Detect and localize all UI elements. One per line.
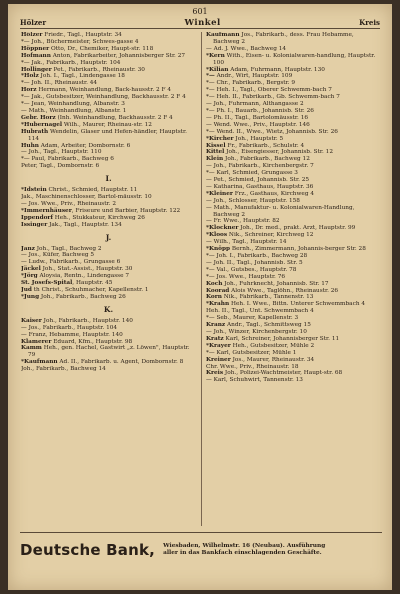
entry-details: Joh., Fabrikarb., Bachweg 12: [223, 156, 310, 163]
directory-entry: [206, 177, 381, 184]
section-letter: I.: [105, 174, 112, 184]
entry-details: Joh., Hauptstr. 5: [233, 135, 284, 142]
directory-entry: [206, 232, 381, 239]
directory-entry: [206, 288, 381, 295]
entry-details: *— Heh. II., Fabrikarb., Gb. Schwemm-bach 7: [206, 94, 340, 101]
entry-details: — Joh., Fabrikarb., Kirchenbergstr. 7: [206, 163, 314, 170]
directory-entry: [21, 359, 196, 366]
entry-details: Heh., Gutsbesitzer, Mühle 2: [230, 342, 315, 349]
directory-entry: [21, 222, 196, 229]
entry-surname: *Kaufmann: [21, 359, 58, 366]
entry-details: — Joh., Fuhrmann, Althangasse 2: [206, 101, 304, 108]
directory-entry: [206, 191, 381, 198]
directory-entry: [21, 194, 196, 201]
entry-details: , Friseure und Barbier, Hauptstr. 122: [71, 207, 181, 214]
directory-entry: [206, 364, 381, 371]
entry-details: Fr., Fabrikarb., Schulstr. 4: [225, 142, 305, 149]
entry-details: — Math., Weinhandlung, Albanstr. 1: [21, 107, 127, 114]
directory-entry: [21, 32, 196, 39]
entry-details: — Pet., Schmied, Johannisb. Str. 25: [206, 177, 310, 184]
entry-surname: Höppner: [21, 45, 50, 52]
entry-surname: Kreiner: [206, 356, 231, 363]
directory-entry: [21, 294, 196, 301]
entry-details: , Hauptstr. 45: [72, 280, 113, 287]
directory-entry: [21, 129, 196, 143]
entry-details: Jak., Tagl., Hauptstr. 134: [47, 221, 122, 228]
directory-entry: [206, 274, 381, 281]
entry-surname: Kaiser: [21, 317, 42, 324]
entry-surname: Hölzer: [21, 32, 43, 38]
entry-details: Andr., Wirt, Hauptstr. 109: [214, 73, 293, 80]
page-number: 601: [192, 7, 208, 16]
entry-surname: Koch: [206, 280, 223, 287]
directory-entry: [206, 80, 381, 87]
entry-details: Alois Wwe., Taglöhn., Rheinaustr. 26: [229, 287, 339, 294]
entry-details: Pet., Fabrikarb., Rheinaustr. 30: [51, 66, 145, 73]
entry-details: *— Karl, Schmied, Grungasse 3: [206, 170, 298, 177]
entry-surname: *Hubernagel: [21, 121, 63, 128]
entry-details: — Ad. J. Wwe., Bachweg 14: [206, 45, 287, 52]
entry-details: — Wilh., Tagl., Hauptstr. 14: [206, 239, 287, 246]
running-header: [20, 17, 380, 29]
entry-details: *— Karl, Gutsbesitzer, Mühle 1: [206, 349, 297, 356]
entry-details: Christ., Schmied, Hauptstr. 11: [46, 187, 138, 194]
directory-entry: [206, 322, 381, 329]
entry-details: — Karl, Schuhwirt, Tannenstr. 13: [206, 377, 303, 384]
entry-surname: Gebr. Horz: [21, 114, 56, 121]
entry-surname: *Jörg: [21, 273, 38, 280]
directory-entry: [21, 287, 196, 294]
entry-details: Joh., Fabrikarb., Bachweg 26: [39, 293, 126, 300]
directory-entry: [21, 345, 196, 359]
entry-details: — Jos. Wwe., Priv., Rheinaustr. 2: [21, 200, 116, 207]
entry-details: Bernh., Zimmermann, Johannis-berger Str. 28: [230, 246, 366, 253]
entry-surname: *Knöpp: [206, 246, 231, 253]
directory-entry: [206, 225, 381, 232]
directory-entry: [206, 329, 381, 336]
entry-surname: Kratz: [206, 335, 224, 342]
entry-surname: Kreis: [206, 370, 224, 377]
entry-details: — Wend. Wwe., Priv., Hauptstr. 146: [206, 121, 310, 128]
directory-entry: [21, 187, 196, 194]
directory-entry: [206, 315, 381, 322]
right-column: [206, 32, 381, 527]
directory-entry: [21, 53, 196, 60]
entry-details: Adam, Fuhrmann, Hauptstr. 130: [228, 66, 325, 73]
entry-details: (Inh. Weinhandlung, Backhausstr. 2 F 4: [55, 114, 173, 121]
directory-entry: [206, 129, 381, 136]
ad-text: [163, 543, 325, 557]
entry-details: Otto, Dr., Chemiker, Haupt-str. 118: [49, 45, 154, 52]
entry-surname: *Kircher: [206, 135, 234, 142]
header-left: Hölzer: [20, 18, 47, 27]
directory-entry: [206, 46, 381, 53]
directory-entry: [206, 343, 381, 350]
directory-entry: [206, 115, 381, 122]
entry-details: *— Ph. I., Bauarb., Johannisb. Str. 26: [206, 107, 314, 114]
entry-details: Joh., Eisengiesser, Johannisb. Str. 12: [224, 149, 333, 156]
directory-entry: [21, 163, 196, 170]
entry-details: Wendelin, Glaser und Hefen-händler, Hauptstr. 114: [28, 128, 187, 142]
directory-entry: [206, 357, 381, 364]
entry-details: Joh., Polizei-Wachtmeister, Haupt-str. 68: [223, 370, 343, 377]
entry-details: Joh., Dr. med., prakt. Arzt, Hauptstr. 99: [238, 225, 356, 232]
entry-surname: *Krahn: [206, 301, 230, 308]
directory-entry: [206, 87, 381, 94]
directory-entry: [21, 115, 196, 122]
entry-surname: *Kern: [206, 52, 225, 59]
entry-details: Nik., Fabrikarb., Tannenstr. 13: [221, 294, 314, 301]
entry-details: Eduard, Kfm., Hauptstr. 98: [51, 338, 133, 345]
entry-details: — Katharina, Gasthaus, Hauptstr. 36: [206, 183, 314, 190]
entry-details: Heh., gen. Hachel, Gastwirt „z. Löwen", Hauptstr. 79: [28, 345, 190, 359]
bank-advertisement: [20, 532, 382, 567]
directory-entry: [206, 260, 381, 267]
entry-surname: Hubrath: [21, 128, 49, 135]
directory-entry: [206, 336, 381, 343]
directory-entry: [206, 246, 381, 253]
directory-entry: [206, 149, 381, 156]
directory-entry: [206, 267, 381, 274]
directory-entry: [21, 39, 196, 46]
entry-details: *— Joh. I., Fabrikarb., Bachweg 28: [206, 253, 308, 259]
entry-details: Nik., Schreiner, Kirchweg 12: [227, 232, 314, 239]
entry-surname: Kamm: [21, 345, 42, 352]
entry-details: Heh. I. Wwe., Bittn. Unterer Schwemmbach 4: [229, 301, 366, 308]
entry-details: — Joh. II., Tagl., Johannisb. Str. 5: [206, 259, 303, 266]
directory-entry: [206, 308, 381, 315]
directory-entry: [206, 73, 381, 80]
entry-details: — Ph. II., Tagl., Bartolomäusstr. 16: [206, 114, 309, 121]
entry-details: — Joh., Winzer, Kirchenbergstr. 10: [206, 328, 307, 335]
entry-details: Jak., Maschinenschlosser, Bartol-mäusstr. 10: [21, 194, 152, 201]
entry-details: Andr., Tagl., Schmittsweg 15: [225, 322, 311, 329]
entry-details: Karl, Schreiner, Johannisberger Str. 11: [223, 335, 340, 342]
directory-entry: [206, 53, 381, 67]
entry-details: Jos., Fabrikarb., dess. Frau Hebamme, Bachweg 2: [213, 32, 354, 45]
entry-surname: Kissel: [206, 142, 226, 149]
entry-details: Joh., Tagl., Bachweg 2: [34, 245, 102, 252]
entry-details: Adam, Arbeiter, Dombornstr. 6: [38, 142, 131, 149]
directory-entry: [206, 377, 381, 384]
entry-surname: Kaufmann: [206, 32, 240, 38]
directory-entry: [21, 246, 196, 253]
directory-entry: [206, 136, 381, 143]
directory-entry: [206, 281, 381, 288]
directory-entry: [206, 32, 381, 46]
entry-surname: Koorad: [206, 287, 230, 294]
directory-entry: [21, 60, 196, 67]
entry-surname: Kittel: [206, 149, 225, 156]
header-right: Kreis: [359, 18, 380, 27]
directory-entry: [206, 218, 381, 225]
entry-surname: Jäckel: [21, 266, 41, 273]
entry-details: *— Jos. Wwe., Hauptstr. 76: [206, 273, 286, 280]
entry-details: Chr. Wwe., Priv., Rheinaustr. 18: [206, 363, 299, 370]
directory-entry: [21, 273, 196, 280]
ad-line-2: aller in das Bankfach einschlagenden Geschäfte.: [163, 550, 322, 556]
section-letter: K.: [103, 304, 114, 314]
column-divider: [201, 32, 202, 526]
entry-surname: *Holz: [21, 73, 39, 80]
directory-entry: [21, 280, 196, 287]
directory-entry: [206, 156, 381, 163]
entry-details: — Franz, Hebamme, Hauptstr. 140: [21, 331, 123, 338]
entry-surname: *Kleiner: [206, 190, 233, 197]
entry-details: *— Chr., Fabrikarb., Bergstr. 9: [206, 80, 296, 87]
entry-details: Anton, Fabrikarbeiter, Johannisberger Str. 27: [50, 52, 186, 59]
directory-entry: [206, 108, 381, 115]
entry-surname: *Jung: [21, 293, 40, 300]
entry-details: Heh. II., Tagl., Unt. Schwemmbach 4: [206, 308, 314, 315]
directory-entry: [21, 215, 196, 222]
entry-details: Frz., Gasthaus, Kirchweg 4: [232, 190, 315, 197]
entry-details: Aloysia, Rentn., Lindengasse 7: [37, 273, 130, 280]
entry-surname: *Kloos: [206, 232, 228, 239]
entry-details: Hermann, Weinhandlung, Back-hausstr. 2 F 4: [36, 87, 171, 94]
directory-entry: [21, 101, 196, 108]
entry-details: — Jos., Fabrikarb., Hauptstr. 104: [21, 324, 118, 331]
entry-details: *— Joh. II., Rheinaustr. 44: [21, 80, 98, 87]
directory-entry: [21, 46, 196, 53]
entry-surname: Ippendorf: [21, 214, 53, 221]
entry-details: Heh., Stukkateur, Kirchweg 26: [52, 214, 145, 221]
directory-entry: [21, 208, 196, 215]
directory-entry: [21, 67, 196, 74]
section-letter: J.: [105, 232, 112, 242]
entry-details: *— Jak., Fabrikarb., Hauptstr. 104: [21, 59, 121, 66]
entry-details: th Christ., Schuhmacher, Kapellenstr. 1: [31, 287, 149, 293]
entry-surname: *Immernhäuser: [21, 207, 72, 214]
entry-details: — Jos., Küfer, Bachweg 5: [21, 252, 95, 259]
header-center: Winkel: [184, 17, 221, 28]
entry-details: *— Heh. I., Tagl., Oberer Schwemm-bach 7: [206, 87, 332, 94]
entry-surname: *Krayer: [206, 342, 231, 349]
directory-entry: [21, 332, 196, 339]
directory-entry: [206, 370, 381, 377]
entry-details: Joh., Stat.-Assist., Hauptstr. 30: [40, 266, 133, 273]
entry-surname: *Klockner: [206, 225, 239, 232]
entry-details: Joh., Fabrikarb., Hauptstr. 140: [41, 317, 133, 324]
entry-details: Friedr., Tagl., Hauptstr. 34: [42, 32, 122, 38]
entry-surname: *—: [206, 73, 215, 80]
directory-entry: [206, 253, 381, 260]
entry-surname: Korn: [206, 294, 222, 301]
entry-surname: Issinger: [21, 221, 48, 228]
entry-surname: *Kilian: [206, 66, 229, 73]
entry-details: — Joh., Schlosser, Hauptstr. 158: [206, 197, 300, 204]
directory-entry: [21, 108, 196, 115]
entry-details: *— Paul, Fabrikarb., Bachweg 6: [21, 156, 114, 163]
directory-entry: [21, 252, 196, 259]
directory-entry: [21, 156, 196, 163]
directory-entry: [21, 94, 196, 101]
directory-entry: [21, 143, 196, 150]
directory-entry: [206, 101, 381, 108]
directory-entry: [206, 350, 381, 357]
entry-surname: Hofmann: [21, 52, 51, 59]
directory-entry: [206, 122, 381, 129]
entry-details: — Math., Manufaktur- u. Kolonialwaren-Handlung, Bachweg 2: [206, 204, 355, 218]
entry-details: *— Seb., Maurer, Kapellenstr. 3: [206, 315, 299, 322]
directory-entry: [206, 205, 381, 219]
directory-entry: [206, 163, 381, 170]
entry-surname: Hollinger: [21, 66, 52, 73]
entry-surname: Janz: [21, 245, 35, 252]
entry-details: Ad. II., Fabrikarb. u. Agent, Dombornstr. 8: [57, 359, 184, 366]
directory-entry: [21, 87, 196, 94]
directory-entry: [206, 170, 381, 177]
entry-details: Jos., Maurer, Rheinaustr. 34: [230, 356, 315, 363]
directory-entry: [206, 294, 381, 301]
directory-entry: [21, 339, 196, 346]
entry-details: *— Jean, Weinhandlung, Albanstr. 3: [21, 101, 125, 108]
entry-details: Joh. I., Tagl., Lindengasse 18: [38, 73, 125, 80]
directory-entry: [206, 94, 381, 101]
entry-details: *— Wend. II., Wwe., Wietz, Johannisb. Str. 26: [206, 128, 338, 135]
entry-surname: *Idstein: [21, 187, 47, 194]
directory-entry: [206, 143, 381, 150]
ad-bank-name: Deutsche Bank,: [20, 541, 156, 559]
entry-surname: Huhn: [21, 142, 39, 149]
entry-details: Joh., Fuhrknecht, Johannisb. Str. 17: [222, 280, 329, 287]
left-column: [21, 32, 196, 527]
entry-details: Peter, Tagl., Dombornstr. 6: [21, 163, 100, 170]
entry-surname: Kranz: [206, 322, 226, 329]
entry-details: Joh., Fabrikarb., Bachweg 14: [21, 366, 106, 373]
directory-entry: [21, 325, 196, 332]
entry-details: — Ludw., Fabrikarb., Grungasse 6: [21, 259, 121, 266]
directory-entry: [21, 366, 196, 373]
directory-entry: [206, 301, 381, 308]
directory-entry: [206, 184, 381, 191]
entry-details: *— Joh., Büchermeister, Schwes-gasse 4: [21, 38, 139, 45]
entry-surname: St. Josefs-Spital: [21, 280, 73, 287]
directory-page: [8, 4, 392, 590]
directory-entry: [21, 122, 196, 129]
entry-details: Wilh., Maurer, Rheinau-str. 12: [62, 121, 152, 128]
directory-entry: [21, 80, 196, 87]
entry-details: With., Eisen- u. Kolonialwaren-handlung, Hauptstr. 100: [213, 52, 376, 66]
entry-surname: Horz: [21, 87, 37, 94]
entry-details: *— Val., Gutsbes., Hauptstr. 78: [206, 266, 297, 273]
entry-surname: Klein: [206, 156, 224, 163]
entry-details: — Fr. Wwe., Hauptstr. 82: [206, 218, 280, 225]
entry-surname: Klamerer: [21, 338, 52, 345]
entry-details: — Joh., Tagl., Hauptstr. 110: [21, 149, 102, 156]
directory-entry: [206, 198, 381, 205]
entry-details: *— Jak., Gutsbesitzer, Weinhandlung, Backhausstr. 2 F 4: [21, 94, 186, 101]
entry-surname: Jud: [21, 287, 32, 293]
directory-entry: [21, 149, 196, 156]
directory-entry: [21, 201, 196, 208]
directory-entry: [206, 67, 381, 74]
directory-entry: [21, 318, 196, 325]
directory-entry: [21, 73, 196, 80]
ad-line-1: Wiesbaden, Wilhelmstr. 16 (Neubau). Ausführung: [163, 542, 326, 549]
